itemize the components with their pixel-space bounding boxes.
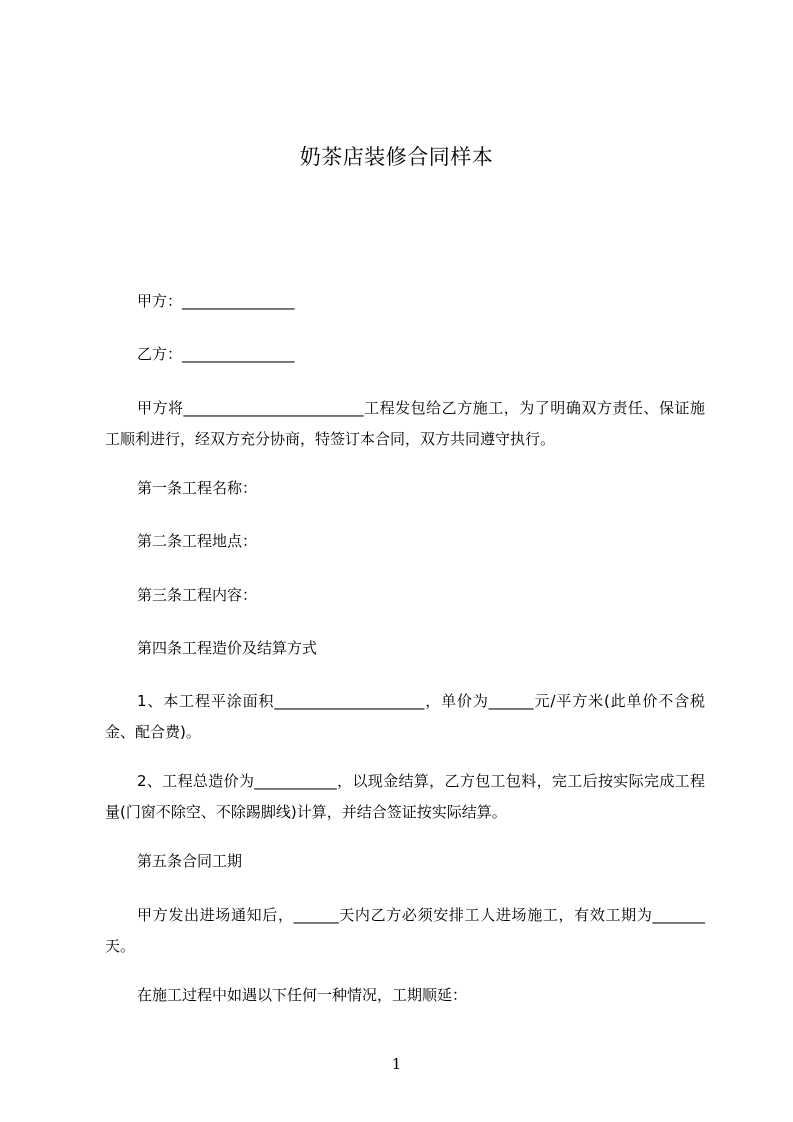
delay-conditions-line: 在施工过程中如遇以下任何一种情况，工期顺延： (137, 986, 468, 1004)
article-2-project-location: 第二条工程地点： (137, 532, 258, 550)
article-1-project-name: 第一条工程名称： (137, 479, 258, 497)
article-5-heading: 第五条合同工期 (137, 852, 243, 870)
page-number: 1 (391, 1055, 402, 1073)
article-4-heading: 第四条工程造价及结算方式 (137, 639, 318, 657)
article-3-project-content: 第三条工程内容： (137, 586, 258, 604)
article-4-clause-2: 2、工程总造价为___________，以现金结算，乙方包工包料，完工后按实际完成工程量(门窗不除空、不除踢脚线)计算，并结合签证按实际结算。 (105, 772, 705, 821)
document-title: 奶茶店装修合同样本 (299, 145, 494, 169)
article-4-clause-1: 1、本工程平涂面积____________________，单价为______元/平方米(此单价不含税金、配合费)。 (105, 692, 705, 741)
intro-paragraph: 甲方将________________________工程发包给乙方施工，为了明确双方责任、保证施工顺利进行，经双方充分协商，特签订本合同，双方共同遵守执行。 (105, 399, 705, 448)
article-5-clause: 甲方发出进场通知后，______天内乙方必须安排工人进场施工，有效工期为_______天。 (105, 906, 705, 955)
party-a-line: 甲方：_______________ (137, 292, 295, 310)
party-b-line: 乙方：_______________ (137, 345, 295, 363)
